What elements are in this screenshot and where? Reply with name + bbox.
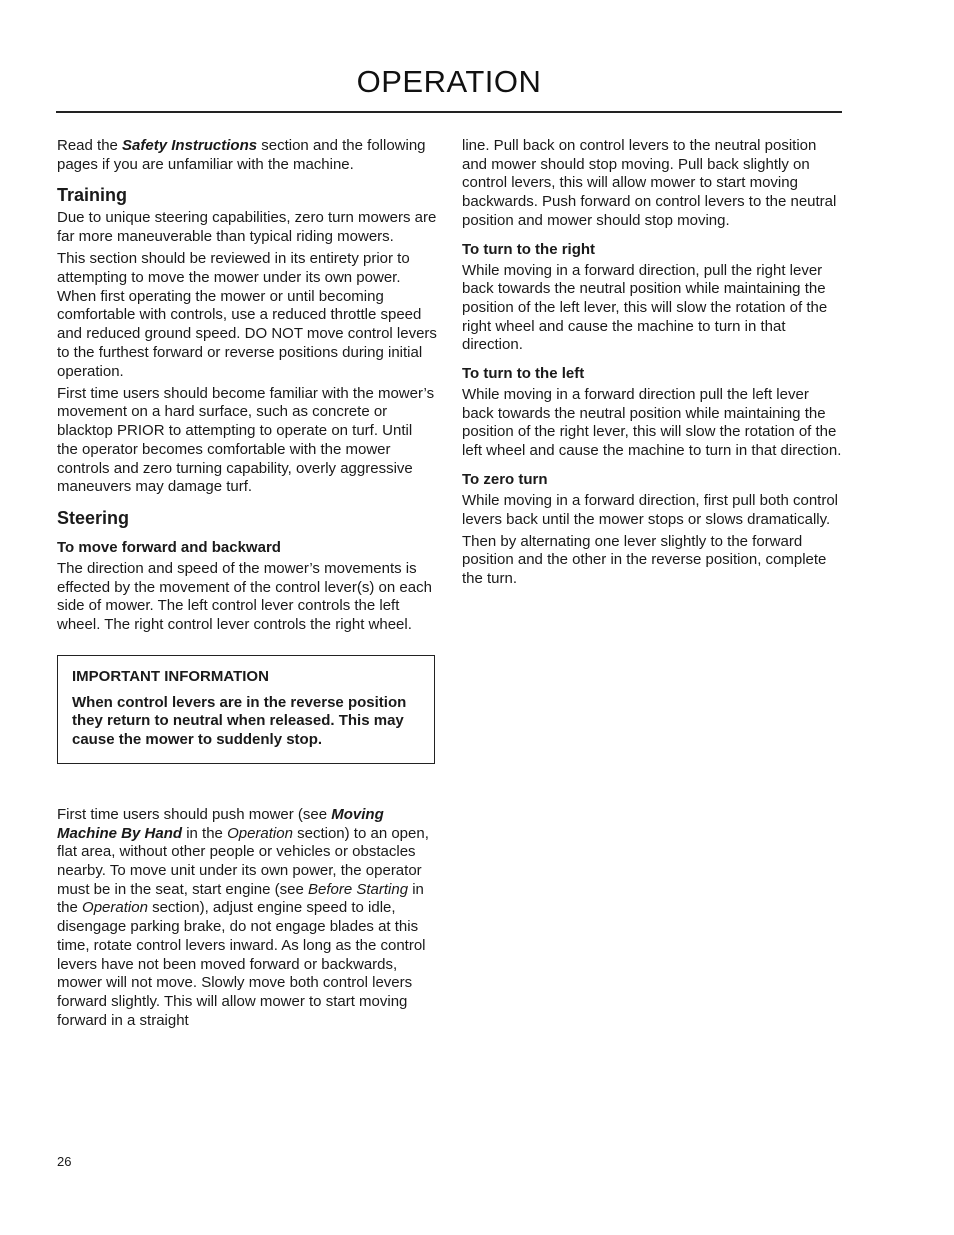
notice-body: When control levers are in the reverse position they return to neutral when released. This may cause the mower to suddenly stop. [72,693,407,749]
page-title: OPERATION [356,64,542,99]
page-number: 26 [57,1154,72,1169]
push-text-1: First time users should push mower (see [57,805,332,823]
operation-reference-1: Operation [227,824,293,842]
intro-text: Read the [57,137,123,154]
safety-instructions-reference: Safety Instructions [122,137,258,154]
left-column [57,137,437,1034]
turn-right-heading: To turn to the right [462,240,596,258]
continued-paragraph: line. Pull back on control levers to the neutral position and mower should stop moving. Pull back slightly on control levers, this will allow mower to start moving backwards. Push forward on control levers to the neutral position and mower should stop moving. [462,137,837,229]
turn-left-paragraph: While moving in a forward direction pull the left lever back towards the neutral position while maintaining the position of the right lever, this will slow the rotation of the left wheel and cause the machine to turn in that direction. [462,386,842,460]
steering-heading: Steering [57,507,130,528]
push-text-5: section), adjust engine speed to idle, disengage parking brake, do not engage blades at this time, rotate control levers inward. As long as the control levers have not been moved forward or backwards, mower will not move. Slowly move both control levers forward slightly. This will allow mower to start moving forward in a straight [57,899,426,1029]
zero-turn-heading: To zero turn [462,470,548,488]
turn-right-paragraph: While moving in a forward direction, pull the right lever back towards the neutral position while maintaining the position of the left lever, this will slow the rotation of the right wheel and cause the machine to turn in that direction. [462,261,828,354]
intro-text-end: section and the following pages if you are unfamiliar with the machine. [57,137,426,173]
push-text-2: in the [182,824,228,842]
turn-left-heading: To turn to the left [462,365,585,383]
training-paragraph-3: First time users should become familiar with the mower’s movement on a hard surface, such as concrete or blacktop PRIOR to attempting to operate on turf. Until the operator becomes comfortable with the mower controls and zero turning capability, overly aggressive maneuvers may damage turf. [57,384,435,496]
training-paragraph-1: Due to unique steering capabilities, zero turn mowers are far more maneuverable than typical riding mowers. [57,209,437,246]
steering-paragraph: The direction and speed of the mower’s movements is effected by the movement of the control lever(s) on each side of mower. The left control lever controls the left wheel. The right control lever controls the right wheel. [57,559,432,634]
push-text-3: section) to an open, flat area, without other people or vehicles or obstacles nearby. To move unit under its own power, the operator must be in the seat, start engine (see [57,824,429,898]
title-rule [56,111,842,113]
moving-machine-by-hand-reference: Moving Machine By Hand [57,805,384,842]
zero-turn-paragraph-1: While moving in a forward direction, first pull both control levers back until the mower stops or slows dramatically. [462,491,838,528]
intro-paragraph [57,137,437,174]
training-heading: Training [57,185,128,206]
operation-reference-2: Operation [82,899,148,917]
push-text-4: in the [57,880,424,917]
right-column [462,137,844,592]
push-mower-paragraph [57,806,437,1030]
important-information-box [57,655,435,764]
notice-title: IMPORTANT INFORMATION [72,667,269,685]
training-paragraph-2: This section should be reviewed in its entirety prior to attempting to move the mower under its own power. When first operating the mower or until becoming comfortable with controls, use a reduced throttle speed and reduced ground speed. DO NOT move control levers to the furthest forward or reverse positions during initial operation. [57,250,437,380]
zero-turn-paragraph-2: Then by alternating one lever slightly to the forward position and the other in the reverse position, complete the turn. [462,532,827,588]
before-starting-reference: Before Starting [307,880,409,898]
forward-backward-subheading: To move forward and backward [57,538,281,556]
